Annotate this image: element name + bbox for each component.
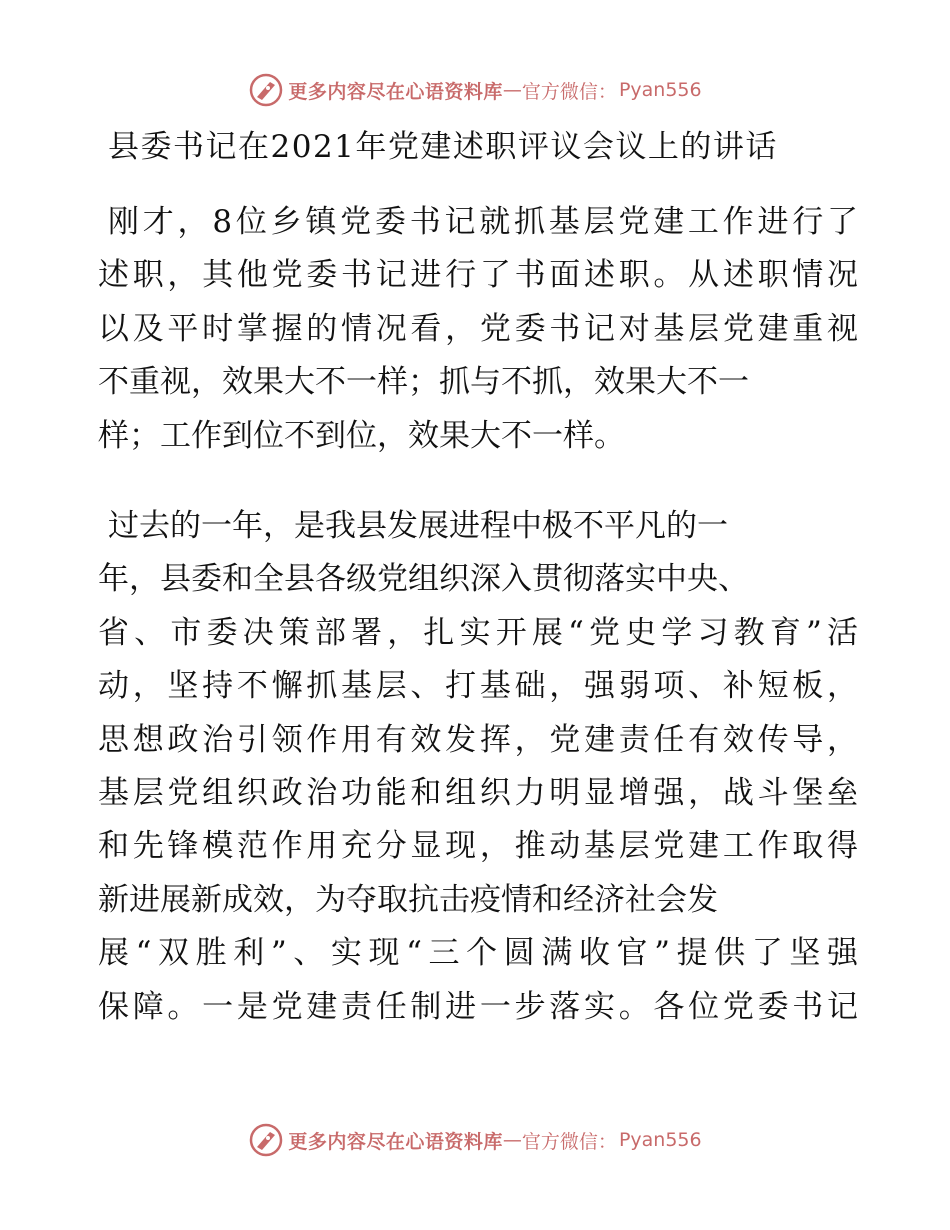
paragraph-line: 动，坚持不懈抓基层、打基础，强弱项、补短板， [98,668,858,705]
paragraph-line: 刚才，8位乡镇党委书记就抓基层党建工作进行了 [108,204,858,240]
watermark-separator: — [502,79,522,101]
watermark-official-label: 官方微信： [521,80,617,103]
watermark-official-label: 官方微信： [521,1130,617,1153]
watermark-wechat-id: Pyan556 [618,1129,702,1151]
watermark-wechat-id: Pyan556 [618,79,702,101]
paragraph-line: 述职，其他党委书记进行了书面述职。从述职情况 [98,257,858,294]
paragraph-line: 思想政治引领作用有效发挥，党建责任有效传导， [98,721,858,758]
paragraph-1 [98,196,858,463]
paragraph-line: 展“双胜利”、实现“三个圆满收官”提供了坚强 [98,935,858,972]
paragraph-line: 保障。一是党建责任制进一步落实。各位党委书记 [98,988,858,1025]
footer-watermark [0,1118,950,1162]
paragraph-line: 省、市委决策部署，扎实开展“党史学习教育”活 [98,614,858,651]
watermark-brand: 更多内容尽在心语资料库 [288,1130,503,1153]
document-title: 县委书记在2021年党建述职评议会议上的讲话 [108,129,778,165]
header-watermark [0,68,950,112]
paragraph-line: 不重视，效果大不一样；抓与不抓，效果大不一 [98,364,749,401]
pen-nib-logo-icon [248,72,284,108]
paragraph-line: 样；工作到位不到位，效果大不一样。 [98,417,625,454]
watermark-brand: 更多内容尽在心语资料库 [288,80,503,103]
paragraph-line: 基层党组织政治功能和组织力明显增强，战斗堡垒 [98,775,858,812]
paragraph-line: 以及平时掌握的情况看，党委书记对基层党建重视 [98,310,858,347]
paragraph-line: 和先锋模范作用充分显现，推动基层党建工作取得 [98,828,858,865]
paragraph-2 [98,500,858,1034]
pen-nib-logo-icon [248,1122,284,1158]
paragraph-line: 新进展新成效，为夺取抗击疫情和经济社会发 [98,881,718,918]
paragraph-line: 年，县委和全县各级党组织深入贯彻落实中央、 [98,561,749,598]
paragraph-line: 过去的一年，是我县发展进程中极不平凡的一 [108,508,728,544]
watermark-separator: — [502,1129,522,1151]
